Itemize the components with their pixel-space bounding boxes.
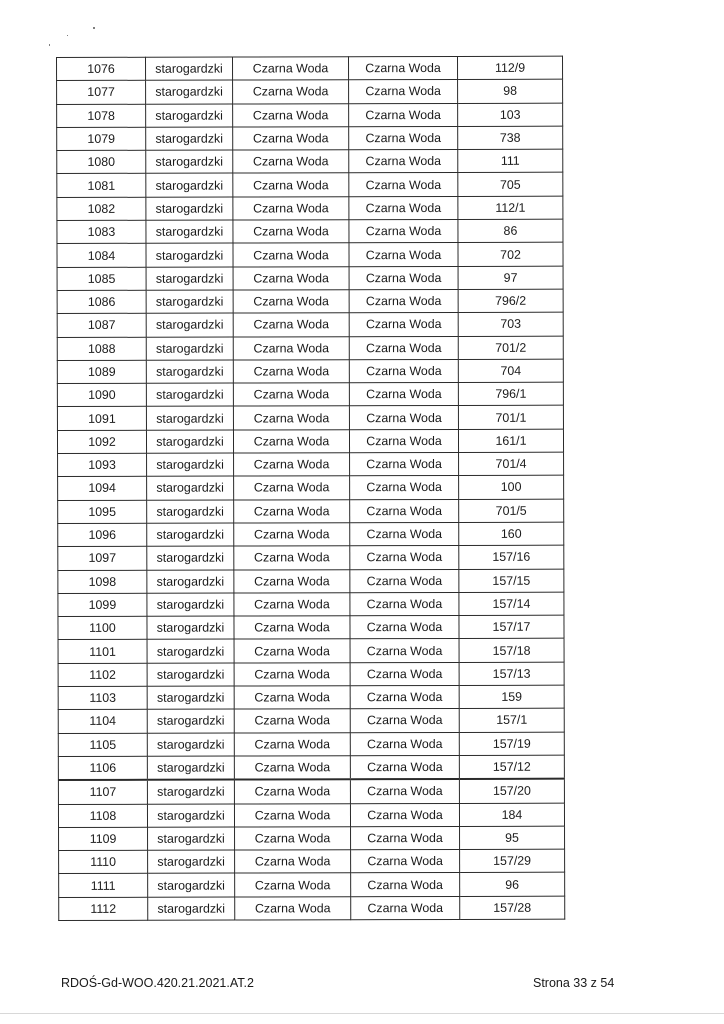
commune-cell: Czarna Woda	[233, 406, 349, 430]
county-cell: starogardzki	[148, 850, 235, 874]
commune-cell: Czarna Woda	[234, 709, 350, 733]
precinct-cell: Czarna Woda	[349, 80, 458, 104]
table-row	[58, 592, 564, 617]
parcel-number-cell: 701/5	[459, 499, 564, 523]
table-row	[57, 382, 563, 407]
commune-cell: Czarna Woda	[233, 57, 349, 81]
precinct-cell: Czarna Woda	[350, 639, 459, 663]
row-number-cell: 1076	[57, 57, 146, 81]
row-number-cell: 1085	[57, 267, 146, 291]
precinct-cell: Czarna Woda	[350, 452, 459, 476]
parcel-number-cell: 701/4	[459, 452, 564, 476]
table-row	[58, 803, 564, 828]
scan-speck	[67, 35, 68, 36]
parcel-number-cell: 112/9	[457, 56, 562, 80]
parcel-number-cell: 703	[458, 312, 563, 336]
precinct-cell: Czarna Woda	[349, 336, 458, 360]
precinct-cell: Czarna Woda	[349, 196, 458, 220]
precinct-cell: Czarna Woda	[350, 685, 459, 709]
parcel-number-cell: 157/19	[459, 732, 564, 756]
precinct-cell: Czarna Woda	[350, 616, 459, 640]
precinct-cell: Czarna Woda	[350, 779, 459, 803]
county-cell: starogardzki	[147, 546, 234, 570]
county-cell: starogardzki	[146, 57, 233, 81]
row-number-cell: 1107	[58, 780, 147, 804]
commune-cell: Czarna Woda	[234, 499, 350, 523]
commune-cell: Czarna Woda	[234, 569, 350, 593]
table-row	[57, 219, 563, 244]
row-number-cell: 1090	[57, 383, 146, 407]
parcel-number-cell: 702	[458, 243, 563, 267]
parcel-number-cell: 704	[458, 359, 563, 383]
table-row	[58, 499, 564, 524]
commune-cell: Czarna Woda	[233, 127, 349, 151]
county-cell: starogardzki	[146, 267, 233, 291]
parcel-number-cell: 157/17	[459, 615, 564, 639]
county-cell: starogardzki	[146, 243, 233, 267]
row-number-cell: 1086	[57, 290, 146, 314]
row-number-cell: 1097	[58, 546, 147, 570]
commune-cell: Czarna Woda	[233, 290, 349, 314]
table-row	[57, 289, 563, 314]
row-number-cell: 1087	[57, 314, 146, 338]
row-number-cell: 1103	[58, 686, 147, 710]
parcel-table-body	[57, 56, 565, 920]
scan-speck	[49, 44, 50, 46]
county-cell: starogardzki	[147, 476, 234, 500]
county-cell: starogardzki	[146, 430, 233, 454]
precinct-cell: Czarna Woda	[350, 476, 459, 500]
precinct-cell: Czarna Woda	[349, 243, 458, 267]
parcel-number-cell: 157/12	[459, 755, 564, 779]
county-cell: starogardzki	[147, 500, 234, 524]
precinct-cell: Czarna Woda	[349, 359, 458, 383]
county-cell: starogardzki	[148, 873, 235, 897]
row-number-cell: 1100	[58, 616, 147, 640]
row-number-cell: 1102	[58, 663, 147, 687]
county-cell: starogardzki	[147, 593, 234, 617]
commune-cell: Czarna Woda	[234, 523, 350, 547]
parcel-number-cell: 161/1	[458, 429, 563, 453]
row-number-cell: 1084	[57, 244, 146, 268]
commune-cell: Czarna Woda	[234, 662, 350, 686]
county-cell: starogardzki	[146, 150, 233, 174]
row-number-cell: 1110	[59, 850, 148, 874]
precinct-cell: Czarna Woda	[350, 522, 459, 546]
row-number-cell: 1088	[57, 337, 146, 361]
parcel-number-cell: 701/1	[458, 406, 563, 430]
precinct-cell: Czarna Woda	[349, 173, 458, 197]
commune-cell: Czarna Woda	[234, 546, 350, 570]
parcel-number-cell: 157/16	[459, 545, 564, 569]
county-cell: starogardzki	[146, 220, 233, 244]
parcel-number-cell: 796/1	[458, 382, 563, 406]
row-number-cell: 1109	[59, 827, 148, 851]
precinct-cell: Czarna Woda	[350, 499, 459, 523]
table-row	[59, 849, 565, 874]
precinct-cell: Czarna Woda	[349, 383, 458, 407]
precinct-cell: Czarna Woda	[351, 896, 460, 920]
table-row	[58, 732, 564, 757]
parcel-number-cell: 738	[458, 126, 563, 150]
parcel-number-cell: 159	[459, 685, 564, 709]
row-number-cell: 1106	[58, 756, 147, 780]
table-row	[57, 406, 563, 431]
row-number-cell: 1080	[57, 150, 146, 174]
county-cell: starogardzki	[146, 80, 233, 104]
commune-cell: Czarna Woda	[234, 732, 350, 756]
precinct-cell: Czarna Woda	[350, 755, 459, 779]
commune-cell: Czarna Woda	[233, 197, 349, 221]
table-row	[59, 896, 565, 921]
commune-cell: Czarna Woda	[233, 80, 349, 104]
table-row	[58, 452, 564, 477]
table-row	[57, 266, 563, 291]
county-cell: starogardzki	[146, 290, 233, 314]
commune-cell: Czarna Woda	[234, 803, 350, 827]
precinct-cell: Czarna Woda	[349, 406, 458, 430]
commune-cell: Czarna Woda	[233, 429, 349, 453]
commune-cell: Czarna Woda	[234, 616, 350, 640]
precinct-cell: Czarna Woda	[349, 103, 458, 127]
table-row	[57, 429, 563, 454]
commune-cell: Czarna Woda	[235, 873, 351, 897]
county-cell: starogardzki	[146, 104, 233, 128]
county-cell: starogardzki	[147, 780, 234, 804]
commune-cell: Czarna Woda	[234, 756, 350, 780]
parcel-number-cell: 98	[458, 79, 563, 103]
commune-cell: Czarna Woda	[235, 850, 351, 874]
county-cell: starogardzki	[147, 523, 234, 547]
table-row	[58, 755, 564, 780]
table-row	[58, 639, 564, 664]
row-number-cell: 1111	[59, 874, 148, 898]
parcel-number-cell: 95	[460, 826, 565, 850]
county-cell: starogardzki	[146, 174, 233, 198]
row-number-cell: 1091	[57, 407, 146, 431]
county-cell: starogardzki	[146, 313, 233, 337]
table-row	[58, 708, 564, 733]
row-number-cell: 1101	[58, 640, 147, 664]
row-number-cell: 1078	[57, 104, 146, 128]
row-number-cell: 1082	[57, 197, 146, 221]
table-row	[58, 545, 564, 570]
commune-cell: Czarna Woda	[233, 383, 349, 407]
parcel-table	[56, 56, 565, 921]
county-cell: starogardzki	[146, 406, 233, 430]
row-number-cell: 1099	[58, 593, 147, 617]
table-row	[57, 103, 563, 128]
table-row	[58, 685, 564, 710]
precinct-cell: Czarna Woda	[350, 569, 459, 593]
county-cell: starogardzki	[147, 639, 234, 663]
commune-cell: Czarna Woda	[233, 103, 349, 127]
table-row	[59, 826, 565, 851]
row-number-cell: 1094	[58, 477, 147, 501]
parcel-number-cell: 111	[458, 149, 563, 173]
precinct-cell: Czarna Woda	[349, 56, 458, 80]
table-row	[57, 359, 563, 384]
row-number-cell: 1098	[58, 570, 147, 594]
parcel-number-cell: 157/13	[459, 662, 564, 686]
parcel-number-cell: 157/15	[459, 569, 564, 593]
county-cell: starogardzki	[147, 709, 234, 733]
parcel-number-cell: 157/28	[460, 896, 565, 920]
table-row	[57, 173, 563, 198]
row-number-cell: 1089	[57, 360, 146, 384]
precinct-cell: Czarna Woda	[349, 126, 458, 150]
precinct-cell: Czarna Woda	[349, 313, 458, 337]
table-row	[57, 56, 563, 81]
table-row	[57, 336, 563, 361]
precinct-cell: Czarna Woda	[351, 873, 460, 897]
row-number-cell: 1083	[57, 220, 146, 244]
county-cell: starogardzki	[146, 337, 233, 361]
parcel-number-cell: 701/2	[458, 336, 563, 360]
parcel-number-cell: 97	[458, 266, 563, 290]
county-cell: starogardzki	[147, 663, 234, 687]
precinct-cell: Czarna Woda	[350, 592, 459, 616]
table-row	[58, 476, 564, 501]
scan-speck	[93, 27, 95, 29]
table-row	[58, 569, 564, 594]
commune-cell: Czarna Woda	[234, 476, 350, 500]
county-cell: starogardzki	[147, 616, 234, 640]
row-number-cell: 1096	[58, 523, 147, 547]
precinct-cell: Czarna Woda	[349, 266, 458, 290]
table-row	[57, 243, 563, 268]
table-row	[57, 312, 563, 337]
precinct-cell: Czarna Woda	[350, 732, 459, 756]
county-cell: starogardzki	[148, 827, 235, 851]
row-number-cell: 1104	[58, 710, 147, 734]
precinct-cell: Czarna Woda	[350, 546, 459, 570]
precinct-cell: Czarna Woda	[349, 429, 458, 453]
parcel-number-cell: 157/1	[459, 708, 564, 732]
commune-cell: Czarna Woda	[234, 686, 350, 710]
parcel-number-cell: 157/14	[459, 592, 564, 616]
commune-cell: Czarna Woda	[233, 360, 349, 384]
commune-cell: Czarna Woda	[233, 150, 349, 174]
precinct-cell: Czarna Woda	[349, 220, 458, 244]
precinct-cell: Czarna Woda	[350, 662, 459, 686]
parcel-number-cell: 103	[458, 103, 563, 127]
commune-cell: Czarna Woda	[234, 593, 350, 617]
table-row	[58, 662, 564, 687]
parcel-number-cell: 157/18	[459, 639, 564, 663]
county-cell: starogardzki	[147, 733, 234, 757]
table-row	[57, 126, 563, 151]
commune-cell: Czarna Woda	[235, 896, 351, 920]
table-row	[57, 149, 563, 174]
row-number-cell: 1092	[57, 430, 146, 454]
commune-cell: Czarna Woda	[234, 639, 350, 663]
row-number-cell: 1079	[57, 127, 146, 151]
parcel-number-cell: 86	[458, 219, 563, 243]
parcel-number-cell: 184	[459, 803, 564, 827]
commune-cell: Czarna Woda	[233, 313, 349, 337]
parcel-number-cell: 796/2	[458, 289, 563, 313]
county-cell: starogardzki	[147, 570, 234, 594]
table-row	[59, 873, 565, 898]
precinct-cell: Czarna Woda	[351, 826, 460, 850]
row-number-cell: 1095	[58, 500, 147, 524]
county-cell: starogardzki	[147, 686, 234, 710]
county-cell: starogardzki	[147, 756, 234, 780]
parcel-number-cell: 112/1	[458, 196, 563, 220]
parcel-number-cell: 100	[459, 476, 564, 500]
document-reference: RDOŚ-Gd-WOO.420.21.2021.AT.2	[61, 976, 254, 990]
commune-cell: Czarna Woda	[233, 243, 349, 267]
precinct-cell: Czarna Woda	[349, 150, 458, 174]
row-number-cell: 1112	[59, 897, 148, 921]
precinct-cell: Czarna Woda	[350, 803, 459, 827]
county-cell: starogardzki	[146, 197, 233, 221]
parcel-number-cell: 705	[458, 173, 563, 197]
scan-edge-line	[0, 1013, 724, 1014]
parcel-number-cell: 157/20	[459, 779, 564, 803]
county-cell: starogardzki	[147, 453, 234, 477]
row-number-cell: 1093	[58, 453, 147, 477]
table-row	[58, 615, 564, 640]
county-cell: starogardzki	[146, 383, 233, 407]
parcel-number-cell: 157/29	[460, 849, 565, 873]
county-cell: starogardzki	[146, 360, 233, 384]
commune-cell: Czarna Woda	[233, 266, 349, 290]
commune-cell: Czarna Woda	[233, 220, 349, 244]
commune-cell: Czarna Woda	[235, 827, 351, 851]
table-row	[58, 522, 564, 547]
county-cell: starogardzki	[148, 897, 235, 921]
parcel-number-cell: 160	[459, 522, 564, 546]
precinct-cell: Czarna Woda	[351, 850, 460, 874]
precinct-cell: Czarna Woda	[349, 289, 458, 313]
row-number-cell: 1077	[57, 81, 146, 105]
row-number-cell: 1105	[58, 733, 147, 757]
commune-cell: Czarna Woda	[233, 173, 349, 197]
table-row	[57, 196, 563, 221]
precinct-cell: Czarna Woda	[350, 709, 459, 733]
row-number-cell: 1108	[58, 804, 147, 828]
page-number: Strona 33 z 54	[533, 976, 615, 990]
commune-cell: Czarna Woda	[234, 453, 350, 477]
row-number-cell: 1081	[57, 174, 146, 198]
table-row	[57, 79, 563, 104]
table-row	[58, 779, 564, 804]
county-cell: starogardzki	[146, 127, 233, 151]
commune-cell: Czarna Woda	[233, 336, 349, 360]
parcel-number-cell: 96	[460, 873, 565, 897]
commune-cell: Czarna Woda	[234, 779, 350, 803]
county-cell: starogardzki	[147, 804, 234, 828]
